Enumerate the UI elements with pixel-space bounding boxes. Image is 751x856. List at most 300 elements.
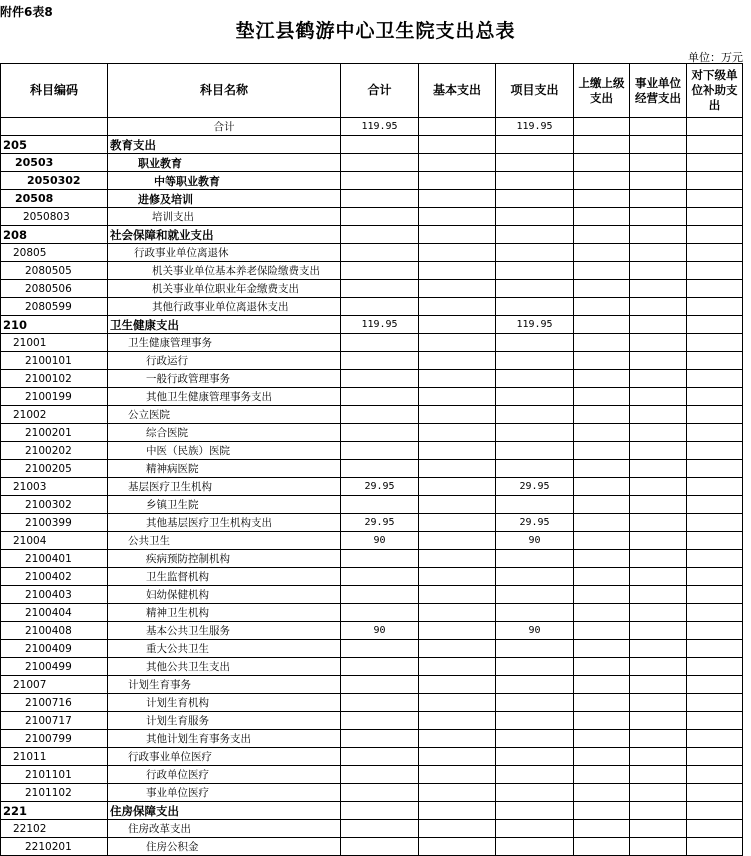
project-cell: [496, 640, 574, 658]
project-cell: [496, 460, 574, 478]
code-cell: 21007: [1, 676, 108, 694]
total-cell: [341, 244, 419, 262]
basic-cell: [419, 172, 496, 190]
upper-cell: [574, 478, 630, 496]
business-cell: [630, 442, 687, 460]
name-cell: 计划生育事务: [108, 676, 341, 694]
total-cell: [341, 208, 419, 226]
name-cell: 住房公积金: [108, 838, 341, 856]
project-cell: [496, 676, 574, 694]
table-row: [1, 226, 743, 244]
code-cell: 2100401: [1, 550, 108, 568]
subsidy-cell: [687, 370, 743, 388]
business-cell: [630, 226, 687, 244]
project-cell: 29.95: [496, 514, 574, 532]
name-cell: 疾病预防控制机构: [108, 550, 341, 568]
name-cell: 其他卫生健康管理事务支出: [108, 388, 341, 406]
code-cell: 20805: [1, 244, 108, 262]
basic-cell: [419, 190, 496, 208]
upper-cell: [574, 604, 630, 622]
basic-cell: [419, 118, 496, 136]
table-row: [1, 766, 743, 784]
basic-cell: [419, 640, 496, 658]
business-cell: [630, 532, 687, 550]
subsidy-cell: [687, 676, 743, 694]
subsidy-cell: [687, 334, 743, 352]
code-cell: 2100799: [1, 730, 108, 748]
subsidy-cell: [687, 424, 743, 442]
total-cell: [341, 388, 419, 406]
table-row: [1, 424, 743, 442]
business-cell: [630, 118, 687, 136]
basic-cell: [419, 496, 496, 514]
name-cell: 公立医院: [108, 406, 341, 424]
subsidy-cell: [687, 280, 743, 298]
business-cell: [630, 370, 687, 388]
basic-cell: [419, 550, 496, 568]
basic-cell: [419, 388, 496, 406]
business-cell: [630, 784, 687, 802]
business-cell: [630, 334, 687, 352]
project-cell: [496, 298, 574, 316]
basic-cell: [419, 316, 496, 334]
subsidy-cell: [687, 658, 743, 676]
name-cell: 重大公共卫生: [108, 640, 341, 658]
project-cell: [496, 280, 574, 298]
business-cell: [630, 460, 687, 478]
subsidy-cell: [687, 640, 743, 658]
business-cell: [630, 244, 687, 262]
total-cell: [341, 262, 419, 280]
table-row: [1, 640, 743, 658]
name-cell: 基层医疗卫生机构: [108, 478, 341, 496]
name-cell: 公共卫生: [108, 532, 341, 550]
name-cell: 其他公共卫生支出: [108, 658, 341, 676]
subsidy-cell: [687, 568, 743, 586]
project-cell: [496, 352, 574, 370]
code-cell: 21004: [1, 532, 108, 550]
total-cell: [341, 712, 419, 730]
basic-cell: [419, 370, 496, 388]
subsidy-cell: [687, 550, 743, 568]
total-cell: [341, 298, 419, 316]
table-row: [1, 460, 743, 478]
upper-cell: [574, 802, 630, 820]
table-row: [1, 154, 743, 172]
business-cell: [630, 694, 687, 712]
project-cell: [496, 802, 574, 820]
business-cell: [630, 622, 687, 640]
col-header-project: 项目支出: [496, 64, 574, 118]
code-cell: 2050803: [1, 208, 108, 226]
expenditure-table: [0, 63, 743, 856]
business-cell: [630, 388, 687, 406]
project-cell: [496, 208, 574, 226]
project-cell: 90: [496, 532, 574, 550]
project-cell: [496, 442, 574, 460]
business-cell: [630, 676, 687, 694]
name-cell: 机关事业单位职业年金缴费支出: [108, 280, 341, 298]
name-cell: 事业单位医疗: [108, 784, 341, 802]
upper-cell: [574, 766, 630, 784]
basic-cell: [419, 154, 496, 172]
header-row: [1, 64, 743, 118]
name-cell: 其他计划生育事务支出: [108, 730, 341, 748]
basic-cell: [419, 262, 496, 280]
total-cell: [341, 568, 419, 586]
name-cell: 进修及培训: [108, 190, 341, 208]
basic-cell: [419, 604, 496, 622]
total-cell: [341, 586, 419, 604]
basic-cell: [419, 352, 496, 370]
unit-label: 单位：万元: [688, 51, 743, 64]
upper-cell: [574, 532, 630, 550]
business-cell: [630, 298, 687, 316]
code-cell: 2100101: [1, 352, 108, 370]
name-cell: 其他基层医疗卫生机构支出: [108, 514, 341, 532]
total-cell: [341, 424, 419, 442]
col-header-basic: 基本支出: [419, 64, 496, 118]
table-row: [1, 370, 743, 388]
code-cell: 21003: [1, 478, 108, 496]
business-cell: [630, 766, 687, 784]
upper-cell: [574, 262, 630, 280]
business-cell: [630, 352, 687, 370]
project-cell: [496, 370, 574, 388]
total-cell: [341, 136, 419, 154]
upper-cell: [574, 550, 630, 568]
table-row: [1, 532, 743, 550]
table-row: [1, 604, 743, 622]
col-header-total: 合计: [341, 64, 419, 118]
name-cell: 卫生监督机构: [108, 568, 341, 586]
upper-cell: [574, 244, 630, 262]
upper-cell: [574, 622, 630, 640]
table-row: [1, 442, 743, 460]
subsidy-cell: [687, 496, 743, 514]
business-cell: [630, 172, 687, 190]
subsidy-cell: [687, 244, 743, 262]
subsidy-cell: [687, 226, 743, 244]
business-cell: [630, 136, 687, 154]
business-cell: [630, 802, 687, 820]
basic-cell: [419, 712, 496, 730]
project-cell: [496, 496, 574, 514]
name-cell: 乡镇卫生院: [108, 496, 341, 514]
project-cell: [496, 262, 574, 280]
code-cell: 2100716: [1, 694, 108, 712]
business-cell: [630, 730, 687, 748]
table-row: [1, 208, 743, 226]
basic-cell: [419, 298, 496, 316]
total-cell: [341, 280, 419, 298]
total-cell: 29.95: [341, 478, 419, 496]
upper-cell: [574, 388, 630, 406]
business-cell: [630, 496, 687, 514]
project-cell: [496, 766, 574, 784]
upper-cell: [574, 352, 630, 370]
upper-cell: [574, 820, 630, 838]
total-cell: [341, 172, 419, 190]
basic-cell: [419, 658, 496, 676]
col-header-subsidy: 对下级单位补助支出: [687, 64, 743, 118]
code-cell: 2100717: [1, 712, 108, 730]
basic-cell: [419, 568, 496, 586]
table-row: [1, 172, 743, 190]
business-cell: [630, 478, 687, 496]
project-cell: [496, 190, 574, 208]
basic-cell: [419, 532, 496, 550]
business-cell: [630, 820, 687, 838]
name-cell: 行政事业单位医疗: [108, 748, 341, 766]
basic-cell: [419, 334, 496, 352]
subsidy-cell: [687, 262, 743, 280]
business-cell: [630, 280, 687, 298]
upper-cell: [574, 118, 630, 136]
upper-cell: [574, 136, 630, 154]
subsidy-cell: [687, 748, 743, 766]
code-cell: 2100399: [1, 514, 108, 532]
basic-cell: [419, 208, 496, 226]
name-cell: 职业教育: [108, 154, 341, 172]
project-cell: [496, 136, 574, 154]
table-row: [1, 316, 743, 334]
table-row: [1, 352, 743, 370]
upper-cell: [574, 442, 630, 460]
basic-cell: [419, 694, 496, 712]
project-cell: [496, 424, 574, 442]
upper-cell: [574, 334, 630, 352]
basic-cell: [419, 586, 496, 604]
upper-cell: [574, 784, 630, 802]
business-cell: [630, 316, 687, 334]
project-cell: 90: [496, 622, 574, 640]
basic-cell: [419, 478, 496, 496]
table-row: [1, 658, 743, 676]
table-row: [1, 622, 743, 640]
total-cell: [341, 352, 419, 370]
subsidy-cell: [687, 622, 743, 640]
upper-cell: [574, 406, 630, 424]
col-header-name: 科目名称: [108, 64, 341, 118]
table-row: [1, 550, 743, 568]
total-cell: [341, 766, 419, 784]
table-row: [1, 262, 743, 280]
name-cell: 机关事业单位基本养老保险缴费支出: [108, 262, 341, 280]
code-cell: 2050302: [1, 172, 108, 190]
name-cell: 住房保障支出: [108, 802, 341, 820]
code-cell: 2080506: [1, 280, 108, 298]
subsidy-cell: [687, 136, 743, 154]
business-cell: [630, 586, 687, 604]
project-cell: [496, 388, 574, 406]
subsidy-cell: [687, 532, 743, 550]
basic-cell: [419, 820, 496, 838]
table-row: [1, 514, 743, 532]
name-cell: 行政运行: [108, 352, 341, 370]
project-cell: 119.95: [496, 316, 574, 334]
upper-cell: [574, 280, 630, 298]
basic-cell: [419, 280, 496, 298]
name-cell: 计划生育服务: [108, 712, 341, 730]
total-cell: [341, 820, 419, 838]
basic-cell: [419, 730, 496, 748]
subsidy-cell: [687, 802, 743, 820]
project-cell: 29.95: [496, 478, 574, 496]
code-cell: 2100202: [1, 442, 108, 460]
code-cell: 2100408: [1, 622, 108, 640]
subsidy-cell: [687, 190, 743, 208]
code-cell: 2100302: [1, 496, 108, 514]
table-row: [1, 388, 743, 406]
table-row: [1, 568, 743, 586]
project-cell: [496, 586, 574, 604]
basic-cell: [419, 622, 496, 640]
total-cell: [341, 640, 419, 658]
code-cell: 2100499: [1, 658, 108, 676]
table-row: [1, 478, 743, 496]
upper-cell: [574, 694, 630, 712]
name-cell: 行政事业单位离退休: [108, 244, 341, 262]
code-cell: 2100102: [1, 370, 108, 388]
project-cell: [496, 244, 574, 262]
name-cell: 基本公共卫生服务: [108, 622, 341, 640]
basic-cell: [419, 424, 496, 442]
code-cell: 2080505: [1, 262, 108, 280]
upper-cell: [574, 676, 630, 694]
project-cell: [496, 820, 574, 838]
total-cell: [341, 190, 419, 208]
subsidy-cell: [687, 730, 743, 748]
upper-cell: [574, 658, 630, 676]
basic-cell: [419, 514, 496, 532]
table-row: [1, 298, 743, 316]
business-cell: [630, 514, 687, 532]
project-cell: [496, 730, 574, 748]
subsidy-cell: [687, 820, 743, 838]
table-row: [1, 190, 743, 208]
code-cell: 2100201: [1, 424, 108, 442]
subsidy-cell: [687, 208, 743, 226]
subsidy-cell: [687, 694, 743, 712]
total-cell: [341, 748, 419, 766]
code-cell: 2210201: [1, 838, 108, 856]
code-cell: 2100199: [1, 388, 108, 406]
name-cell: 培训支出: [108, 208, 341, 226]
table-row: [1, 802, 743, 820]
name-cell: 合计: [108, 118, 341, 136]
name-cell: 社会保障和就业支出: [108, 226, 341, 244]
project-cell: [496, 604, 574, 622]
code-cell: 22102: [1, 820, 108, 838]
subsidy-cell: [687, 154, 743, 172]
basic-cell: [419, 226, 496, 244]
code-cell: 2080599: [1, 298, 108, 316]
total-cell: [341, 154, 419, 172]
subsidy-cell: [687, 766, 743, 784]
table-row: [1, 280, 743, 298]
upper-cell: [574, 586, 630, 604]
code-cell: 205: [1, 136, 108, 154]
project-cell: [496, 694, 574, 712]
name-cell: 妇幼保健机构: [108, 586, 341, 604]
name-cell: 行政单位医疗: [108, 766, 341, 784]
table-row: [1, 748, 743, 766]
total-cell: [341, 784, 419, 802]
subsidy-cell: [687, 172, 743, 190]
upper-cell: [574, 712, 630, 730]
project-cell: [496, 658, 574, 676]
project-cell: [496, 568, 574, 586]
upper-cell: [574, 424, 630, 442]
total-cell: [341, 730, 419, 748]
business-cell: [630, 406, 687, 424]
total-cell: [341, 802, 419, 820]
upper-cell: [574, 730, 630, 748]
upper-cell: [574, 316, 630, 334]
project-cell: [496, 406, 574, 424]
total-cell: [341, 406, 419, 424]
basic-cell: [419, 460, 496, 478]
total-cell: 119.95: [341, 118, 419, 136]
subsidy-cell: [687, 514, 743, 532]
total-cell: [341, 676, 419, 694]
upper-cell: [574, 370, 630, 388]
code-cell: 2101102: [1, 784, 108, 802]
basic-cell: [419, 676, 496, 694]
basic-cell: [419, 802, 496, 820]
name-cell: 中等职业教育: [108, 172, 341, 190]
name-cell: 其他行政事业单位离退休支出: [108, 298, 341, 316]
business-cell: [630, 208, 687, 226]
upper-cell: [574, 640, 630, 658]
table-row: [1, 496, 743, 514]
name-cell: 精神卫生机构: [108, 604, 341, 622]
project-cell: [496, 784, 574, 802]
subsidy-cell: [687, 604, 743, 622]
total-cell: [341, 334, 419, 352]
name-cell: 卫生健康管理事务: [108, 334, 341, 352]
table-row: [1, 406, 743, 424]
business-cell: [630, 748, 687, 766]
total-cell: [341, 442, 419, 460]
name-cell: 计划生育机构: [108, 694, 341, 712]
code-cell: 2100403: [1, 586, 108, 604]
code-cell: 2101101: [1, 766, 108, 784]
upper-cell: [574, 298, 630, 316]
total-cell: [341, 604, 419, 622]
total-cell: [341, 694, 419, 712]
code-cell: [1, 118, 108, 136]
upper-cell: [574, 172, 630, 190]
table-row: [1, 586, 743, 604]
total-cell: 90: [341, 532, 419, 550]
project-cell: [496, 550, 574, 568]
attachment-label: 附件6表8: [0, 5, 53, 19]
business-cell: [630, 568, 687, 586]
business-cell: [630, 262, 687, 280]
subsidy-cell: [687, 712, 743, 730]
name-cell: 教育支出: [108, 136, 341, 154]
code-cell: 2100404: [1, 604, 108, 622]
project-cell: [496, 712, 574, 730]
subsidy-cell: [687, 388, 743, 406]
business-cell: [630, 640, 687, 658]
basic-cell: [419, 406, 496, 424]
business-cell: [630, 550, 687, 568]
code-cell: 2100205: [1, 460, 108, 478]
basic-cell: [419, 136, 496, 154]
